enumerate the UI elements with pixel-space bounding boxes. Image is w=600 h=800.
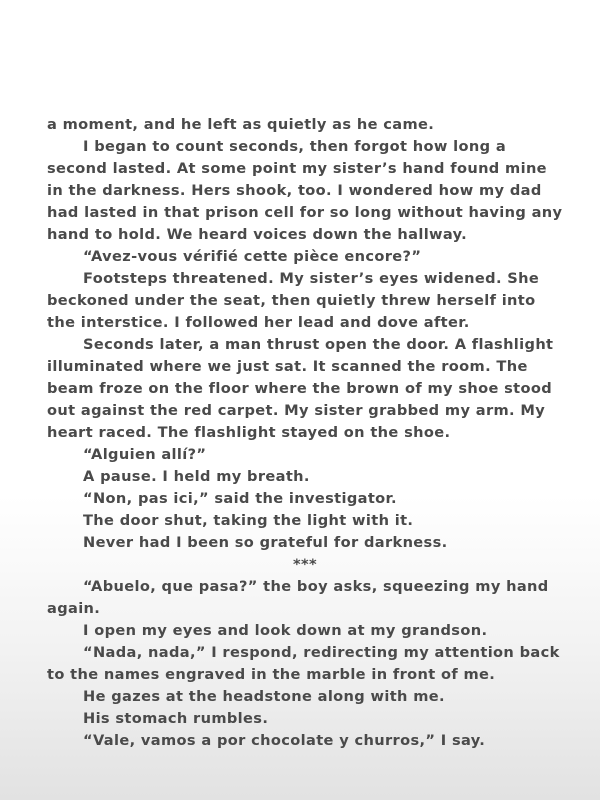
paragraph: “Vale, vamos a por chocolate y churros,” I say. bbox=[83, 732, 486, 749]
page-text bbox=[47, 114, 563, 752]
paragraph: “Nada, nada,” I respond, redirecting my attention back to the names engraved in the marble in front of me. bbox=[47, 644, 560, 683]
paragraph: He gazes at the headstone along with me. bbox=[83, 688, 445, 705]
paragraph: Never had I been so grateful for darkness. bbox=[83, 534, 448, 551]
paragraph: Seconds later, a man thrust open the door. A flashlight illuminated where we just sat. It scanned the room. The beam froze on the floor where the brown of my shoe stood out against the red carpet. My sister grabbed my arm. My heart raced. The flashlight stayed on the shoe. bbox=[47, 336, 554, 441]
paragraph: “Avez-vous vérifié cette pièce encore?” bbox=[83, 248, 422, 265]
paragraph: I began to count seconds, then forgot how long a second lasted. At some point my sister’s hand found mine in the darkness. Hers shook, too. I wondered how my dad had lasted in that prison cell for so long without having any hand to hold. We heard voices down the hallway. bbox=[47, 138, 563, 243]
paragraph: “Alguien allí?” bbox=[83, 446, 207, 463]
paragraph: “Non, pas ici,” said the investigator. bbox=[83, 490, 397, 507]
paragraph: a moment, and he left as quietly as he came. bbox=[47, 116, 435, 133]
paragraph: “Abuelo, que pasa?” the boy asks, squeezing my hand again. bbox=[47, 578, 549, 617]
paragraph: Footsteps threatened. My sister’s eyes widened. She beckoned under the seat, then quietly threw herself into the interstice. I followed her lead and dove after. bbox=[47, 270, 540, 331]
paragraph: His stomach rumbles. bbox=[83, 710, 269, 727]
scene-break: *** bbox=[293, 556, 317, 573]
paragraph: The door shut, taking the light with it. bbox=[83, 512, 414, 529]
paragraph: I open my eyes and look down at my grandson. bbox=[83, 622, 488, 639]
paragraph: A pause. I held my breath. bbox=[83, 468, 310, 485]
